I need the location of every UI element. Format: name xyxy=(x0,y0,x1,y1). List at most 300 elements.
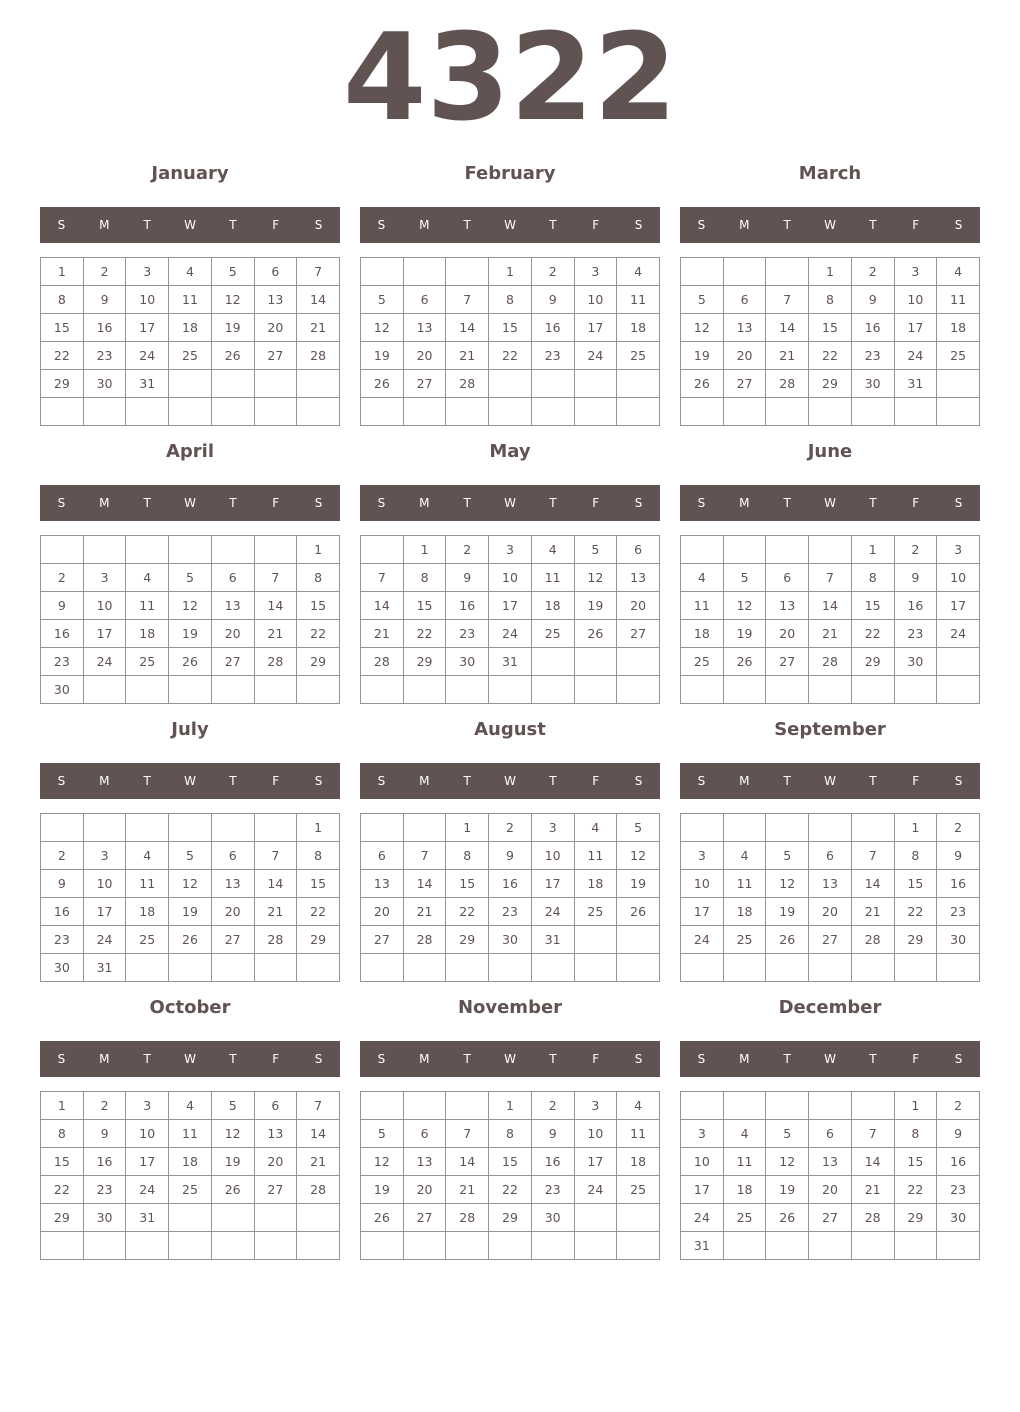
day-cell: 4 xyxy=(169,1092,212,1120)
day-cell: 4 xyxy=(937,258,980,286)
day-cell: 3 xyxy=(937,536,980,564)
day-cell: 13 xyxy=(766,592,809,620)
day-cell: 6 xyxy=(403,1120,446,1148)
weekday-header xyxy=(360,763,660,799)
day-cell: 13 xyxy=(211,870,254,898)
weekday-label: W xyxy=(504,496,516,510)
day-cell: 1 xyxy=(446,814,489,842)
day-cell: 28 xyxy=(809,648,852,676)
weekday-header xyxy=(360,1041,660,1077)
day-cell: 20 xyxy=(723,342,766,370)
day-cell: 8 xyxy=(403,564,446,592)
day-cell xyxy=(211,536,254,564)
day-cell xyxy=(211,1204,254,1232)
day-cell xyxy=(361,954,404,982)
day-cell: 27 xyxy=(211,648,254,676)
week-row xyxy=(41,842,340,870)
day-cell: 18 xyxy=(723,898,766,926)
day-cell: 18 xyxy=(617,314,660,342)
day-cell: 14 xyxy=(809,592,852,620)
day-cell: 22 xyxy=(446,898,489,926)
day-cell: 15 xyxy=(41,1148,84,1176)
day-cell: 20 xyxy=(254,314,297,342)
weekday-label: M xyxy=(419,496,430,510)
day-cell: 2 xyxy=(851,258,894,286)
day-cell xyxy=(723,536,766,564)
day-grid xyxy=(40,1091,340,1260)
weekday-label: F xyxy=(592,774,600,788)
day-cell xyxy=(41,814,84,842)
weekday-label: W xyxy=(824,496,836,510)
day-cell: 10 xyxy=(126,286,169,314)
day-cell: 24 xyxy=(126,342,169,370)
day-cell: 14 xyxy=(254,870,297,898)
week-row xyxy=(361,1232,660,1260)
day-cell: 29 xyxy=(851,648,894,676)
day-cell xyxy=(617,398,660,426)
day-cell: 27 xyxy=(211,926,254,954)
day-cell xyxy=(169,1232,212,1260)
day-cell: 1 xyxy=(297,814,340,842)
week-row xyxy=(681,592,980,620)
weekday-header xyxy=(40,763,340,799)
month-name: November xyxy=(457,997,563,1018)
day-cell xyxy=(211,370,254,398)
weekday-header xyxy=(680,485,980,521)
month-name: December xyxy=(778,997,882,1018)
day-cell xyxy=(809,954,852,982)
day-cell xyxy=(361,814,404,842)
day-cell: 4 xyxy=(681,564,724,592)
day-cell xyxy=(937,398,980,426)
weekday-label: S xyxy=(954,774,963,788)
day-cell: 25 xyxy=(574,898,617,926)
day-cell: 26 xyxy=(361,1204,404,1232)
day-cell xyxy=(489,398,532,426)
day-cell xyxy=(83,676,126,704)
day-cell: 16 xyxy=(41,898,84,926)
day-cell: 10 xyxy=(531,842,574,870)
day-cell: 7 xyxy=(851,842,894,870)
weekday-label: M xyxy=(99,496,110,510)
weekday-label: F xyxy=(272,1052,280,1066)
day-cell: 3 xyxy=(894,258,937,286)
day-grid xyxy=(680,813,980,982)
weekday-label: T xyxy=(783,774,791,788)
day-cell: 11 xyxy=(574,842,617,870)
weekday-label: M xyxy=(99,774,110,788)
day-cell xyxy=(489,954,532,982)
day-cell xyxy=(297,1232,340,1260)
day-cell xyxy=(723,258,766,286)
day-cell: 12 xyxy=(169,592,212,620)
week-row xyxy=(681,564,980,592)
day-cell xyxy=(446,676,489,704)
week-row xyxy=(41,870,340,898)
day-cell: 3 xyxy=(531,814,574,842)
day-cell: 25 xyxy=(617,1176,660,1204)
day-cell: 6 xyxy=(361,842,404,870)
day-cell xyxy=(254,398,297,426)
day-cell: 31 xyxy=(489,648,532,676)
day-cell xyxy=(723,398,766,426)
day-cell: 25 xyxy=(681,648,724,676)
day-cell xyxy=(574,954,617,982)
day-cell xyxy=(169,676,212,704)
weekday-header xyxy=(40,1041,340,1077)
day-cell: 6 xyxy=(403,286,446,314)
day-cell: 19 xyxy=(361,1176,404,1204)
day-cell: 24 xyxy=(83,926,126,954)
week-row xyxy=(681,258,980,286)
weekday-label: T xyxy=(229,218,237,232)
day-cell: 3 xyxy=(681,1120,724,1148)
day-cell xyxy=(766,536,809,564)
week-row xyxy=(681,676,980,704)
day-cell xyxy=(617,926,660,954)
day-grid xyxy=(680,1091,980,1260)
day-cell: 10 xyxy=(126,1120,169,1148)
day-cell: 27 xyxy=(766,648,809,676)
week-row xyxy=(681,536,980,564)
day-cell xyxy=(723,1092,766,1120)
week-row xyxy=(361,648,660,676)
day-cell: 13 xyxy=(403,314,446,342)
day-cell xyxy=(403,1232,446,1260)
week-row xyxy=(41,926,340,954)
day-cell: 23 xyxy=(531,342,574,370)
weekday-label: T xyxy=(143,774,151,788)
day-cell: 9 xyxy=(531,286,574,314)
day-cell: 18 xyxy=(126,898,169,926)
day-cell: 1 xyxy=(41,258,84,286)
day-cell: 21 xyxy=(254,620,297,648)
day-cell: 6 xyxy=(766,564,809,592)
day-cell: 8 xyxy=(41,286,84,314)
week-row xyxy=(681,870,980,898)
day-cell xyxy=(446,258,489,286)
day-cell: 19 xyxy=(723,620,766,648)
day-cell: 21 xyxy=(361,620,404,648)
day-cell: 28 xyxy=(361,648,404,676)
day-cell: 20 xyxy=(403,342,446,370)
day-cell: 15 xyxy=(894,870,937,898)
day-cell xyxy=(211,814,254,842)
week-row xyxy=(361,870,660,898)
day-cell: 19 xyxy=(211,1148,254,1176)
day-cell: 30 xyxy=(489,926,532,954)
day-cell xyxy=(851,676,894,704)
weekday-label: M xyxy=(419,774,430,788)
week-row xyxy=(41,398,340,426)
day-cell: 4 xyxy=(723,1120,766,1148)
day-cell: 25 xyxy=(531,620,574,648)
weekday-label: F xyxy=(912,774,920,788)
weekday-label: S xyxy=(377,218,386,232)
day-cell xyxy=(617,370,660,398)
weekday-header xyxy=(680,207,980,243)
day-cell: 11 xyxy=(617,1120,660,1148)
weekday-label: S xyxy=(697,496,706,510)
weekday-label: T xyxy=(463,1052,471,1066)
day-cell: 30 xyxy=(894,648,937,676)
day-cell: 26 xyxy=(617,898,660,926)
day-cell: 17 xyxy=(681,898,724,926)
weekday-label: F xyxy=(272,496,280,510)
weekday-label: S xyxy=(954,496,963,510)
day-cell: 16 xyxy=(83,1148,126,1176)
day-cell: 14 xyxy=(446,1148,489,1176)
day-cell: 16 xyxy=(531,314,574,342)
weekday-header xyxy=(680,1041,980,1077)
day-cell xyxy=(809,1092,852,1120)
day-cell: 9 xyxy=(937,842,980,870)
day-cell xyxy=(254,1204,297,1232)
day-cell: 27 xyxy=(403,1204,446,1232)
day-cell xyxy=(169,370,212,398)
week-row xyxy=(681,814,980,842)
day-grid xyxy=(360,257,660,426)
day-cell: 2 xyxy=(937,814,980,842)
day-cell: 4 xyxy=(169,258,212,286)
day-cell: 26 xyxy=(169,926,212,954)
day-cell: 15 xyxy=(297,870,340,898)
day-cell: 10 xyxy=(489,564,532,592)
day-grid xyxy=(680,535,980,704)
day-cell: 27 xyxy=(809,1204,852,1232)
day-cell: 29 xyxy=(41,1204,84,1232)
day-cell: 29 xyxy=(894,926,937,954)
weekday-label: T xyxy=(229,1052,237,1066)
week-row xyxy=(681,370,980,398)
day-cell xyxy=(617,954,660,982)
week-row xyxy=(41,1148,340,1176)
day-cell xyxy=(361,1092,404,1120)
day-cell: 17 xyxy=(83,898,126,926)
day-cell: 8 xyxy=(894,842,937,870)
day-cell: 22 xyxy=(851,620,894,648)
day-cell xyxy=(851,954,894,982)
weekday-label: M xyxy=(739,774,750,788)
day-cell: 22 xyxy=(809,342,852,370)
day-cell: 23 xyxy=(41,926,84,954)
day-cell: 9 xyxy=(894,564,937,592)
day-cell: 10 xyxy=(681,870,724,898)
day-cell xyxy=(894,398,937,426)
day-cell: 29 xyxy=(297,648,340,676)
month-name: August xyxy=(474,719,546,740)
day-cell: 4 xyxy=(531,536,574,564)
week-row xyxy=(41,898,340,926)
weekday-label: S xyxy=(314,1052,323,1066)
day-cell: 30 xyxy=(83,1204,126,1232)
day-cell: 17 xyxy=(489,592,532,620)
day-cell: 24 xyxy=(894,342,937,370)
day-cell: 17 xyxy=(574,314,617,342)
day-cell xyxy=(211,1232,254,1260)
day-cell xyxy=(403,258,446,286)
weekday-label: T xyxy=(229,774,237,788)
day-cell xyxy=(446,1232,489,1260)
day-cell: 22 xyxy=(489,342,532,370)
day-cell: 30 xyxy=(851,370,894,398)
day-cell: 24 xyxy=(83,648,126,676)
day-cell: 27 xyxy=(617,620,660,648)
day-cell: 27 xyxy=(254,1176,297,1204)
day-cell xyxy=(297,1204,340,1232)
week-row xyxy=(361,842,660,870)
day-cell: 21 xyxy=(403,898,446,926)
day-cell: 24 xyxy=(574,342,617,370)
day-cell xyxy=(574,676,617,704)
day-cell: 7 xyxy=(297,258,340,286)
day-cell: 31 xyxy=(126,370,169,398)
month-name: June xyxy=(807,441,853,462)
day-cell: 15 xyxy=(297,592,340,620)
week-row xyxy=(681,842,980,870)
day-cell: 24 xyxy=(489,620,532,648)
day-cell xyxy=(531,648,574,676)
day-cell: 11 xyxy=(169,286,212,314)
day-cell xyxy=(937,676,980,704)
month-name: May xyxy=(489,441,531,462)
day-cell xyxy=(83,1232,126,1260)
weekday-label: T xyxy=(783,218,791,232)
week-row xyxy=(681,314,980,342)
weekday-header xyxy=(40,207,340,243)
weekday-label: F xyxy=(912,218,920,232)
day-cell: 9 xyxy=(489,842,532,870)
day-cell: 20 xyxy=(211,620,254,648)
day-cell: 30 xyxy=(531,1204,574,1232)
day-cell xyxy=(126,814,169,842)
day-cell: 28 xyxy=(446,370,489,398)
day-cell: 3 xyxy=(83,842,126,870)
day-cell xyxy=(169,1204,212,1232)
month-name: February xyxy=(464,163,556,184)
day-cell: 4 xyxy=(617,258,660,286)
day-cell: 23 xyxy=(83,1176,126,1204)
day-cell: 5 xyxy=(169,842,212,870)
day-cell: 14 xyxy=(297,1120,340,1148)
day-cell: 19 xyxy=(211,314,254,342)
day-cell: 21 xyxy=(766,342,809,370)
day-cell xyxy=(41,536,84,564)
week-row xyxy=(361,258,660,286)
day-grid xyxy=(40,535,340,704)
day-cell xyxy=(851,814,894,842)
day-cell: 4 xyxy=(574,814,617,842)
weekday-label: T xyxy=(783,496,791,510)
day-cell: 25 xyxy=(169,342,212,370)
day-cell xyxy=(574,926,617,954)
day-cell: 10 xyxy=(681,1148,724,1176)
day-cell: 26 xyxy=(211,1176,254,1204)
day-cell xyxy=(297,676,340,704)
day-cell: 24 xyxy=(574,1176,617,1204)
day-cell xyxy=(446,398,489,426)
day-cell: 29 xyxy=(894,1204,937,1232)
day-cell xyxy=(766,1232,809,1260)
day-cell: 31 xyxy=(126,1204,169,1232)
weekday-label: T xyxy=(549,1052,557,1066)
day-cell: 13 xyxy=(617,564,660,592)
day-cell: 1 xyxy=(297,536,340,564)
day-cell: 25 xyxy=(126,648,169,676)
day-cell: 19 xyxy=(617,870,660,898)
weekday-label: W xyxy=(184,218,196,232)
day-cell: 6 xyxy=(809,1120,852,1148)
day-cell: 8 xyxy=(894,1120,937,1148)
day-cell: 7 xyxy=(297,1092,340,1120)
day-cell: 11 xyxy=(937,286,980,314)
week-row xyxy=(681,1232,980,1260)
day-cell: 1 xyxy=(851,536,894,564)
day-cell: 14 xyxy=(766,314,809,342)
day-cell: 2 xyxy=(531,258,574,286)
day-cell: 4 xyxy=(617,1092,660,1120)
weekday-label: T xyxy=(869,774,877,788)
day-cell: 23 xyxy=(937,1176,980,1204)
day-cell: 26 xyxy=(361,370,404,398)
day-cell xyxy=(83,814,126,842)
day-cell: 30 xyxy=(41,676,84,704)
weekday-label: S xyxy=(954,218,963,232)
day-cell: 1 xyxy=(489,258,532,286)
week-row xyxy=(681,1092,980,1120)
day-cell: 23 xyxy=(41,648,84,676)
day-cell xyxy=(809,1232,852,1260)
week-row xyxy=(361,592,660,620)
week-row xyxy=(41,258,340,286)
day-cell: 17 xyxy=(574,1148,617,1176)
weekday-label: W xyxy=(504,1052,516,1066)
day-cell: 5 xyxy=(361,286,404,314)
day-cell: 8 xyxy=(489,286,532,314)
day-cell: 1 xyxy=(809,258,852,286)
weekday-label: W xyxy=(824,1052,836,1066)
day-cell: 13 xyxy=(809,1148,852,1176)
day-cell: 9 xyxy=(937,1120,980,1148)
day-cell: 28 xyxy=(446,1204,489,1232)
day-cell: 29 xyxy=(489,1204,532,1232)
week-row xyxy=(681,898,980,926)
day-cell: 3 xyxy=(574,1092,617,1120)
day-cell xyxy=(83,536,126,564)
day-cell xyxy=(766,814,809,842)
day-cell: 30 xyxy=(83,370,126,398)
day-cell: 26 xyxy=(169,648,212,676)
day-cell: 8 xyxy=(489,1120,532,1148)
day-cell xyxy=(617,1204,660,1232)
week-row xyxy=(361,286,660,314)
day-cell: 15 xyxy=(894,1148,937,1176)
day-cell: 23 xyxy=(83,342,126,370)
day-cell xyxy=(531,676,574,704)
day-cell: 6 xyxy=(809,842,852,870)
day-cell xyxy=(937,954,980,982)
day-cell: 18 xyxy=(574,870,617,898)
day-cell: 15 xyxy=(446,870,489,898)
weekday-label: S xyxy=(57,1052,66,1066)
day-cell xyxy=(211,398,254,426)
week-row xyxy=(361,1204,660,1232)
week-row xyxy=(41,1092,340,1120)
day-cell: 4 xyxy=(723,842,766,870)
day-cell: 14 xyxy=(297,286,340,314)
day-cell xyxy=(254,370,297,398)
day-cell: 13 xyxy=(211,592,254,620)
